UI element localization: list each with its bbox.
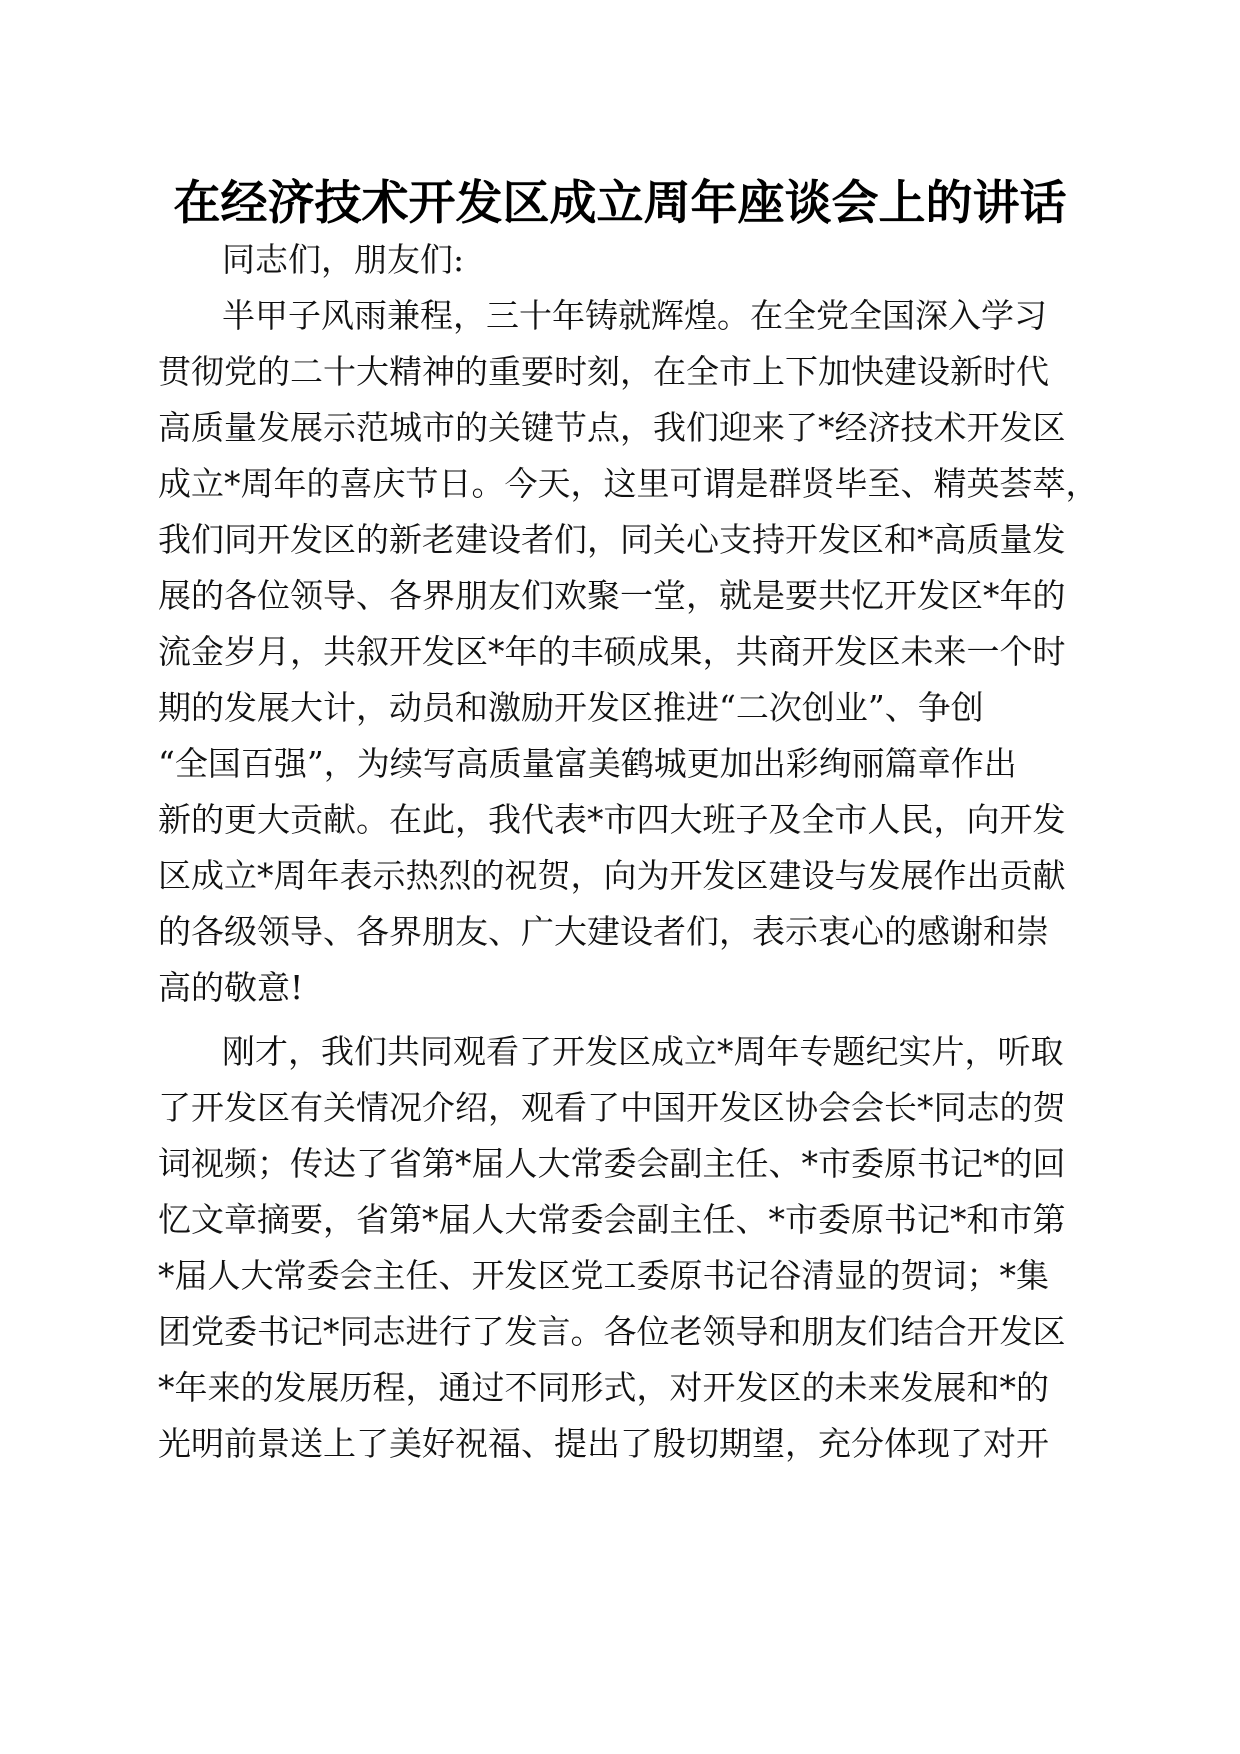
paragraph-line: 了开发区有关情况介绍，观看了中国开发区协会会长*同志的贺 (158, 1088, 1066, 1127)
paragraph-line: 半甲子风雨兼程，三十年铸就辉煌。在全党全国深入学习 (222, 296, 1047, 335)
paragraph-line: 展的各位领导、各界朋友们欢聚一堂，就是要共忆开发区*年的 (158, 576, 1066, 615)
paragraph-line: 光明前景送上了美好祝福、提出了殷切期望，充分体现了对开 (158, 1424, 1049, 1463)
paragraph-line: 的各级领导、各界朋友、广大建设者们，表示衷心的感谢和崇 (158, 912, 1049, 951)
paragraph-line: 流金岁月，共叙开发区*年的丰硕成果，共商开发区未来一个时 (158, 632, 1066, 671)
paragraph-line: 词视频；传达了省第*届人大常委会副主任、*市委原书记*的回 (158, 1144, 1066, 1183)
paragraph-line: 我们同开发区的新老建设者们，同关心支持开发区和*高质量发 (158, 520, 1066, 559)
paragraph-line: 成立*周年的喜庆节日。今天，这里可谓是群贤毕至、精英荟萃， (158, 464, 1099, 503)
paragraph-line: *年来的发展历程，通过不同形式，对开发区的未来发展和*的 (158, 1368, 1049, 1407)
document-title: 在经济技术开发区成立周年座谈会上的讲话 (173, 176, 1067, 231)
paragraph-line: 区成立*周年表示热烈的祝贺，向为开发区建设与发展作出贡献 (158, 856, 1066, 895)
paragraph-line: 刚才，我们共同观看了开发区成立*周年专题纪实片，听取 (222, 1032, 1064, 1071)
paragraph-line: 高质量发展示范城市的关键节点，我们迎来了*经济技术开发区 (158, 408, 1066, 447)
paragraph-line: 新的更大贡献。在此，我代表*市四大班子及全市人民，向开发 (158, 800, 1066, 839)
paragraph-line: 忆文章摘要，省第*届人大常委会副主任、*市委原书记*和市第 (158, 1200, 1066, 1239)
paragraph-line: 期的发展大计，动员和激励开发区推进“二次创业”、争创 (158, 688, 984, 727)
paragraph-line: 高的敬意! (158, 968, 304, 1007)
paragraph-line: 团党委书记*同志进行了发言。各位老领导和朋友们结合开发区 (158, 1312, 1066, 1351)
salutation-line: 同志们，朋友们: (222, 240, 465, 279)
paragraph-line: *届人大常委会主任、开发区党工委原书记谷清显的贺词；*集 (158, 1256, 1049, 1295)
paragraph-line: 贯彻党的二十大精神的重要时刻，在全市上下加快建设新时代 (158, 352, 1049, 391)
paragraph-line: “全国百强”，为续写高质量富美鹤城更加出彩绚丽篇章作出 (158, 744, 1017, 783)
